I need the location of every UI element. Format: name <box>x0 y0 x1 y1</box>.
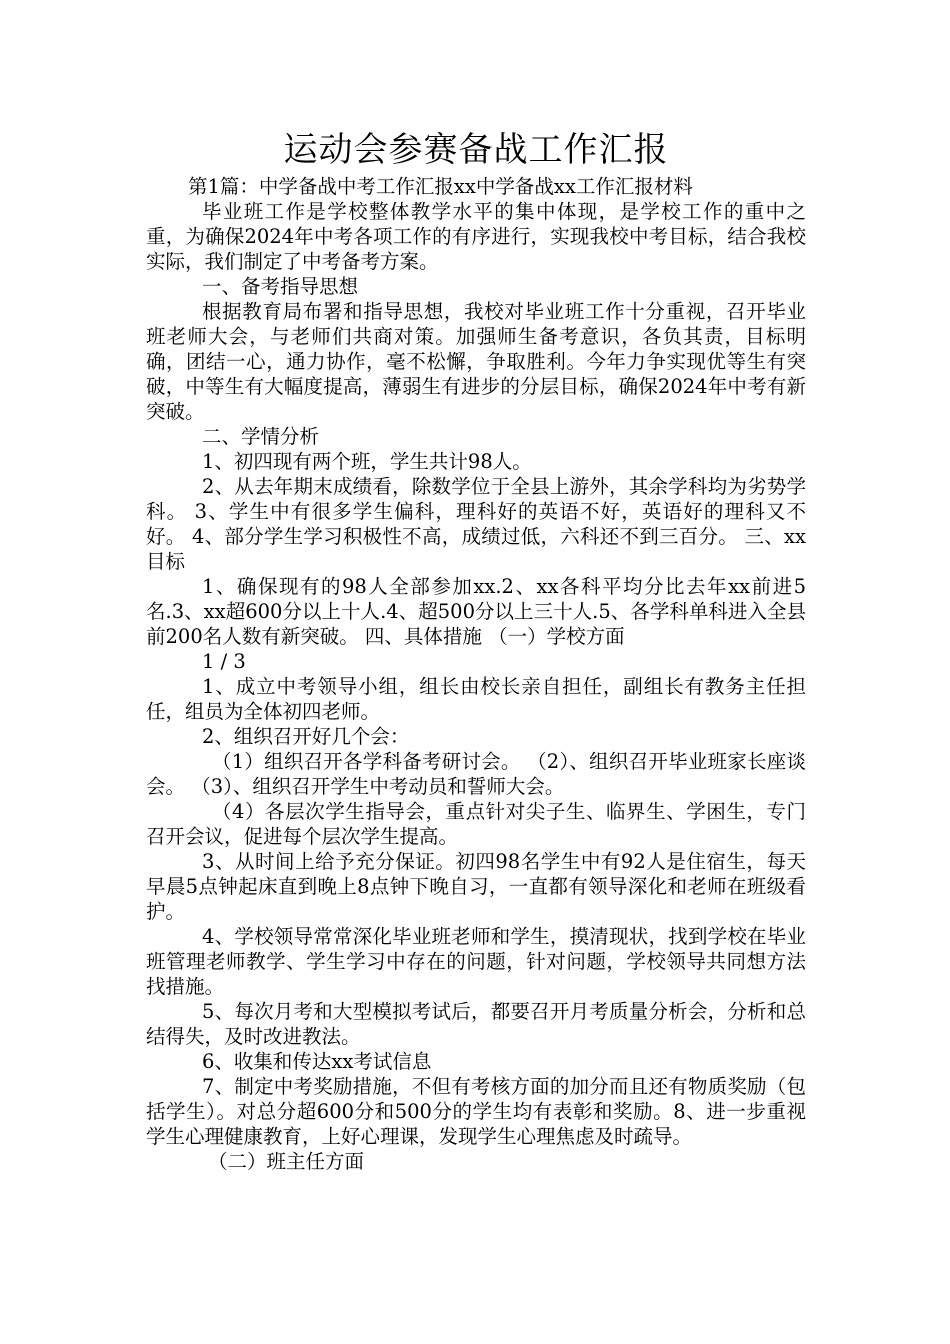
paragraph-goals: 1、确保现有的98人全部参加xx.2、xx各科平均分比去年xx前进5名.3、xx超600分以上十人.4、超500分以上三十人.5、各学科单科进入全县前200名人数有新突破。 四、具体措施 （一）学校方面 <box>146 575 806 648</box>
paragraph-measure-5: 5、每次月考和大型模拟考试后，都要召开月考质量分析会，分析和总结得失，及时改进教法。 <box>146 1000 806 1048</box>
document-subtitle: 第1篇：中学备战中考工作汇报xx中学备战xx工作汇报材料 <box>188 175 693 198</box>
paragraph-analysis-2: 2、从去年期末成绩看，除数学位于全县上游外，其余学科均为劣势学科。 3、学生中有很多学生偏科，理科好的英语不好，英语好的理科又不好。 4、部分学生学习积极性不高，成绩过低，六科还不到三百分。 三、xx目标 <box>146 475 806 573</box>
paragraph-analysis-1: 1、初四现有两个班，学生共计98人。 <box>202 450 532 473</box>
paragraph-measure-3: 3、从时间上给予充分保证。初四98名学生中有92人是住宿生，每天早晨5点钟起床直到晚上8点钟下晚自习，一直都有领导深化和老师在班级看护。 <box>146 850 806 923</box>
section-heading-head-teacher: （二）班主任方面 <box>208 1150 365 1173</box>
paragraph-measure-4: 4、学校领导常常深化毕业班老师和学生，摸清现状，找到学校在毕业班管理老师教学、学生学习中存在的问题，针对问题，学校领导共同想方法找措施。 <box>146 925 806 998</box>
paragraph-meetings-1: （1）组织召开各学科备考研讨会。 （2）、组织召开毕业班家长座谈会。 （3）、组织召开学生中考动员和誓师大会。 <box>146 750 806 798</box>
section-heading-guiding-idea: 一、备考指导思想 <box>202 275 359 298</box>
paragraph-measure-2: 2、组织召开好几个会： <box>202 725 410 748</box>
paragraph-meetings-2: （4）各层次学生指导会，重点针对尖子生、临界生、学困生，专门召开会议，促进每个层次学生提高。 <box>146 800 806 848</box>
paragraph-measure-7: 7、制定中考奖励措施，不但有考核方面的加分而且还有物质奖励（包括学生）。对总分超600分和500分的学生均有表彰和奖励。8、进一步重视学生心理健康教育，上好心理课，发现学生心理焦虑及时疏导。 <box>146 1075 806 1148</box>
page-number: 1 / 3 <box>202 650 246 673</box>
paragraph-measure-6: 6、收集和传达xx考试信息 <box>202 1050 432 1073</box>
paragraph-measure-1: 1、成立中考领导小组，组长由校长亲自担任，副组长有教务主任担任，组员为全体初四老师。 <box>146 675 806 723</box>
document-page <box>146 128 806 1174</box>
paragraph-guiding-idea: 根据教育局布署和指导思想，我校对毕业班工作十分重视，召开毕业班老师大会，与老师们共商对策。加强师生备考意识，各负其责，目标明确，团结一心，通力协作，毫不松懈，争取胜利。今年力争实现优等生有突破，中等生有大幅度提高，薄弱生有进步的分层目标，确保2024年中考有新突破。 <box>146 300 806 423</box>
document-title: 运动会参赛备战工作汇报 <box>283 130 669 170</box>
section-heading-student-analysis: 二、学情分析 <box>202 425 320 448</box>
paragraph-intro: 毕业班工作是学校整体教学水平的集中体现，是学校工作的重中之重，为确保2024年中考各项工作的有序进行，实现我校中考目标，结合我校实际，我们制定了中考备考方案。 <box>146 200 806 273</box>
